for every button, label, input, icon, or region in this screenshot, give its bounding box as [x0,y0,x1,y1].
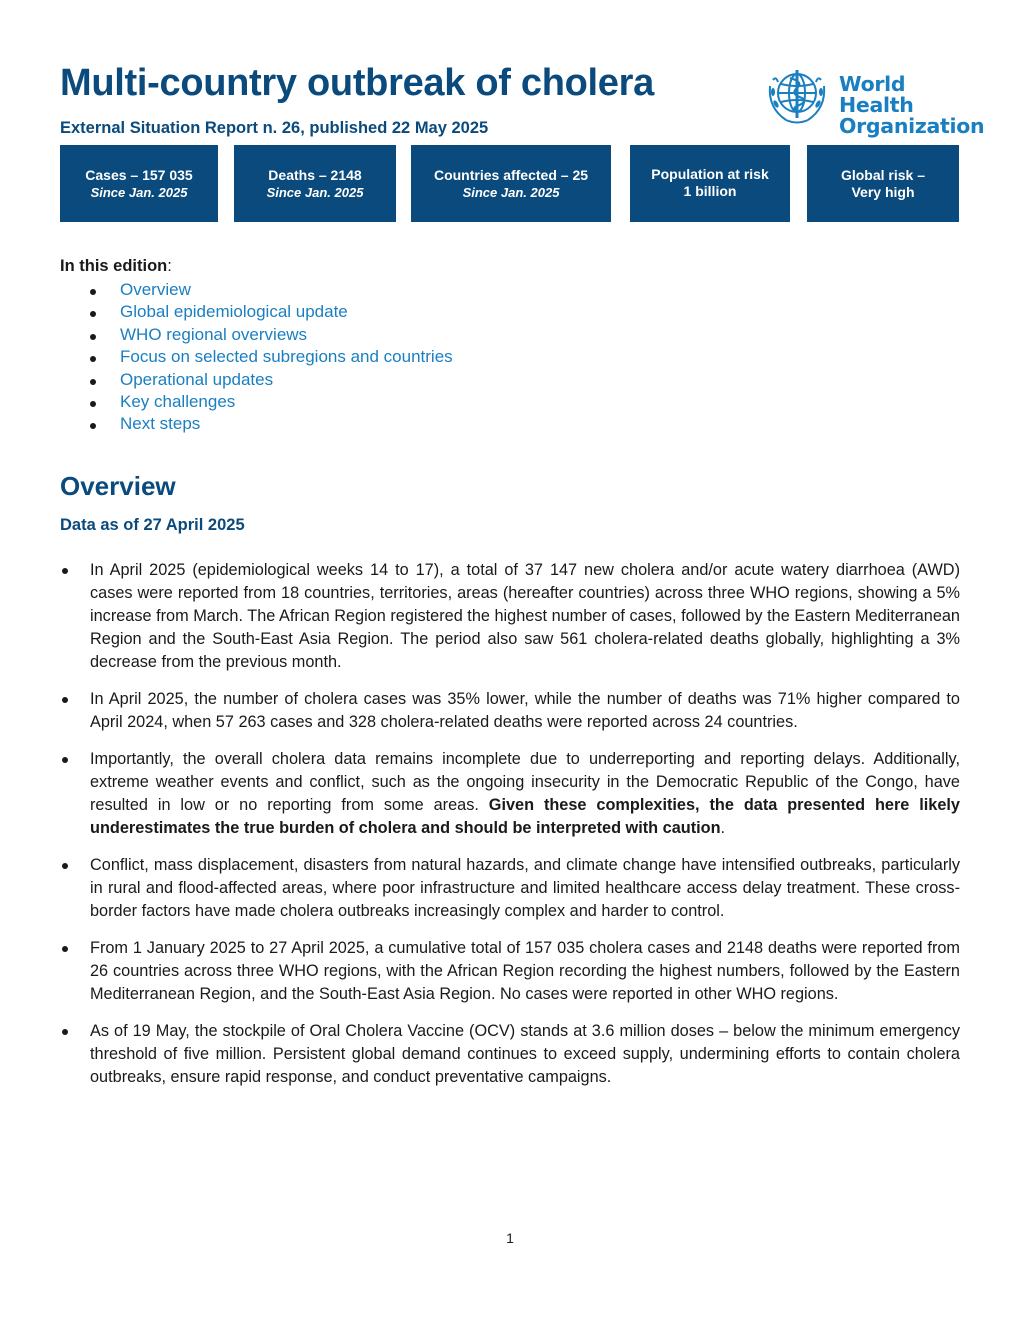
toc-link[interactable]: Overview [120,280,191,299]
report-subtitle: External Situation Report n. 26, published 22 May 2025 [60,119,489,137]
toc-item-key-challenges[interactable] [60,392,453,414]
logo-line-1: World Health [839,72,914,117]
kpi-global-risk-value: Very high [851,184,915,200]
kpi-cases-period: Since Jan. 2025 [90,185,188,200]
kpi-deaths [234,145,396,222]
list-item: In April 2025 (epidemiological weeks 14 to 17), a total of 37 147 new cholera and/or acute watery diarrhoea (AWD) cases were reported from 18 countries, territories, areas (hereafter countries) across three WHO regions, showing a 5% increase from March. The African Region registered the highest number of cases, followed by the Eastern Mediterranean Region and the South-East Asia Region. The period also saw 561 cholera-related deaths globally, highlighting a 3% decrease from the previous month. [60,559,960,674]
overview-heading: Overview [60,471,176,501]
toc-item-subregions[interactable] [60,347,453,369]
toc-item-regional-overviews[interactable] [60,325,453,347]
kpi-countries [411,145,611,222]
list-item [60,748,960,840]
kpi-deaths-value: Deaths – 2148 [268,167,362,183]
kpi-population-value: 1 billion [683,183,737,199]
toc-link[interactable]: Focus on selected subregions and countries [120,347,453,367]
bullet-bold-text: Given these complexities, the data presented here likely underestimates the true burden of cholera and should be interpreted with caution [90,796,960,837]
who-wordmark [839,74,984,137]
toc-item-operational-updates[interactable] [60,370,453,392]
kpi-global-risk [807,145,959,222]
bullet-end: . [720,819,726,837]
bullet-text: Importantly, the overall cholera data remains incomplete due to underreporting and reporting delays. Additionally, extreme weather events and conflict, such as the ongoing insecurity in the Democratic Republic of the Congo, have resulted in low or no reporting from some areas. [90,750,960,814]
toc-heading [60,257,172,276]
kpi-deaths-period: Since Jan. 2025 [266,185,364,200]
list-item: As of 19 May, the stockpile of Oral Cholera Vaccine (OCV) stands at 3.6 million doses – below the minimum emergency threshold of five million. Persistent global demand continues to exceed supply, undermining efforts to contain cholera outbreaks, ensure rapid response, and conduct preventative campaigns. [60,1020,960,1089]
data-date-heading: Data as of 27 April 2025 [60,516,245,534]
list-item: Conflict, mass displacement, disasters from natural hazards, and climate change have intensified outbreaks, particularly in rural and flood-affected areas, where poor infrastructure and limited healthcare access delay treatment. These cross-border factors have made cholera outbreaks increasingly complex and harder to control. [60,854,960,923]
kpi-population-at-risk [630,145,790,222]
kpi-countries-period: Since Jan. 2025 [462,185,560,200]
toc-link[interactable]: WHO regional overviews [120,324,308,344]
kpi-countries-value: Countries affected – 25 [433,167,589,183]
overview-bullets [60,559,960,1103]
kpi-cases [60,145,218,222]
who-emblem-icon [764,64,830,128]
toc-link[interactable]: Next steps [120,414,201,434]
toc-item-global-epi-update[interactable] [60,302,453,324]
page-title: Multi-country outbreak of cholera [60,62,654,104]
list-item: From 1 January 2025 to 27 April 2025, a cumulative total of 157 035 cholera cases and 2148 deaths were reported from 26 countries across three WHO regions, with the African Region recording the highest numbers, followed by the Eastern Mediterranean Region, and the South-East Asia Region. No cases were reported in other WHO regions. [60,937,960,1006]
toc-item-overview[interactable] [60,280,453,302]
toc-link[interactable]: Global epidemiological update [120,302,348,322]
logo-line-2: Organization [839,114,985,138]
table-of-contents [60,280,453,437]
toc-heading-text: In this edition [60,257,168,275]
who-logo [764,64,985,138]
toc-item-next-steps[interactable] [60,414,453,436]
toc-link[interactable]: Key challenges [120,391,236,411]
list-item: In April 2025, the number of cholera cases was 35% lower, while the number of deaths was 71% higher compared to April 2024, when 57 263 cases and 328 cholera-related deaths were reported across 24 countries. [60,688,960,734]
toc-heading-colon: : [167,257,172,275]
kpi-global-risk-label: Global risk – [840,167,926,183]
kpi-cases-value: Cases – 157 035 [85,167,193,183]
kpi-population-label: Population at risk [651,166,769,182]
toc-link[interactable]: Operational updates [120,369,274,389]
page-number: 1 [506,1230,514,1246]
